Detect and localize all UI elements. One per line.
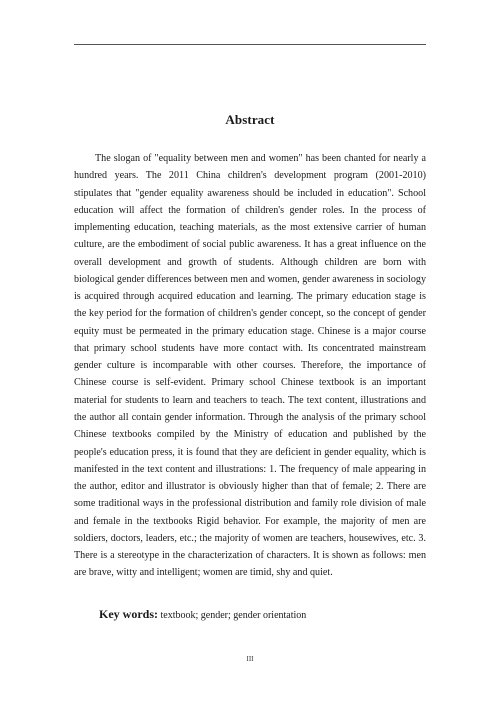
page-title: Abstract	[225, 112, 275, 127]
abstract-body: The slogan of "equality between men and women" has been chanted for nearly a hundred years. The 2011 China children's development program (2001-2010) stipulates that "gender equality awareness should be included in education". School education will affect the formation of children's gender roles. In the process of implementing education, teaching materials, as the most extensive carrier of human culture, are the embodiment of social public awareness. It has a great influence on the overall development and growth of students. Although children are born with biological gender differences between men and women, gender awareness in sociology is acquired through acquired education and learning. The primary education stage is the key period for the formation of children's gender concept, so the concept of gender equity must be permeated in the primary education stage. Chinese is a major course that primary school students have more contact with. Its concentrated mainstream gender culture is incomparable with other courses. Therefore, the importance of Chinese course is self-evident. Primary school Chinese textbook is an important material for students to learn and teachers to teach. The text content, illustrations and the author all contain gender information. Through the analysis of the primary school Chinese textbooks compiled by the Ministry of education and published by the people's education press, it is found that they are deficient in gender equality, which is manifested in the text content and illustrations: 1. The frequency of male appearing in the author, editor and illustrator is obviously higher than that of female; 2. There are some traditional ways in the professional distribution and family role division of male and female in the textbooks Rigid behavior. For example, the majority of men are soldiers, doctors, leaders, etc.; the majority of women are teachers, housewives, etc. 3. There is a stereotype in the characterization of characters. It is shown as follows: men are brave, witty and intelligent; women are timid, shy and quiet.	[74, 153, 426, 579]
keywords-label: Key words:	[99, 607, 158, 621]
page-number: III	[246, 655, 254, 663]
keywords-value: textbook; gender; gender orientation	[158, 610, 307, 621]
header-rule	[74, 44, 426, 45]
keywords-line	[99, 606, 426, 624]
